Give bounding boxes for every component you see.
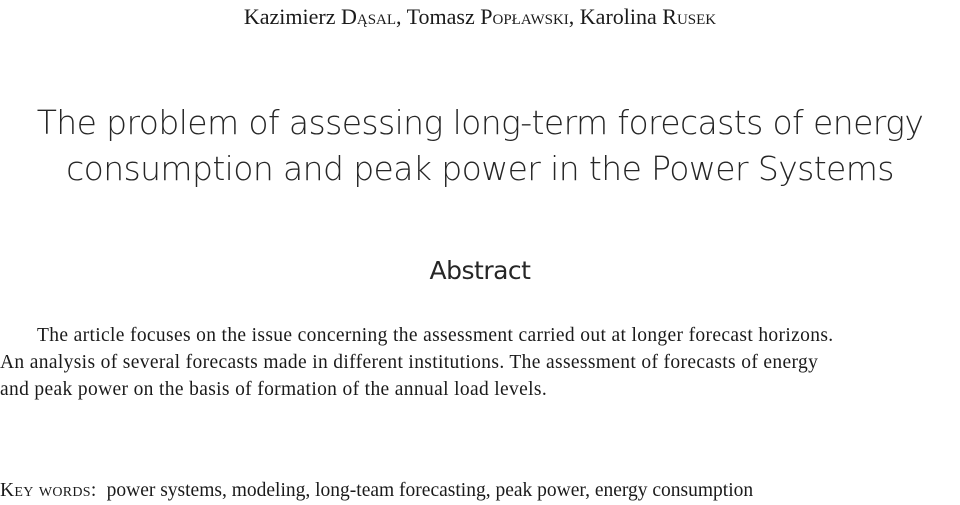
abstract-heading: Abstract	[429, 256, 531, 285]
author-separator: ,	[568, 4, 580, 29]
author-name: Tomasz Popławski	[406, 4, 569, 29]
paper-title	[0, 100, 960, 192]
author-name: Karolina Rusek	[579, 4, 717, 29]
keywords-values: power systems, modeling, long-team forecasting, peak power, energy consumption	[106, 480, 754, 501]
author-separator: ,	[396, 4, 407, 29]
abstract-body	[0, 322, 960, 403]
keywords	[0, 477, 960, 504]
title-line: consumption and peak power in the Power Systems	[66, 149, 894, 188]
author-list	[0, 4, 960, 30]
abstract-line: An analysis of several forecasts made in different institutions. The assessment of forecasts of energy	[0, 352, 819, 373]
author-name: Kazimierz Dąsal	[243, 4, 397, 29]
title-line: The problem of assessing long-term forecasts of energy	[36, 103, 924, 142]
abstract-line: The article focuses on the issue concerning the assessment carried out at longer forecast horizons.	[37, 325, 834, 346]
keywords-label: Key words:	[0, 480, 97, 501]
abstract-line: and peak power on the basis of formation of the annual load levels.	[0, 379, 548, 400]
